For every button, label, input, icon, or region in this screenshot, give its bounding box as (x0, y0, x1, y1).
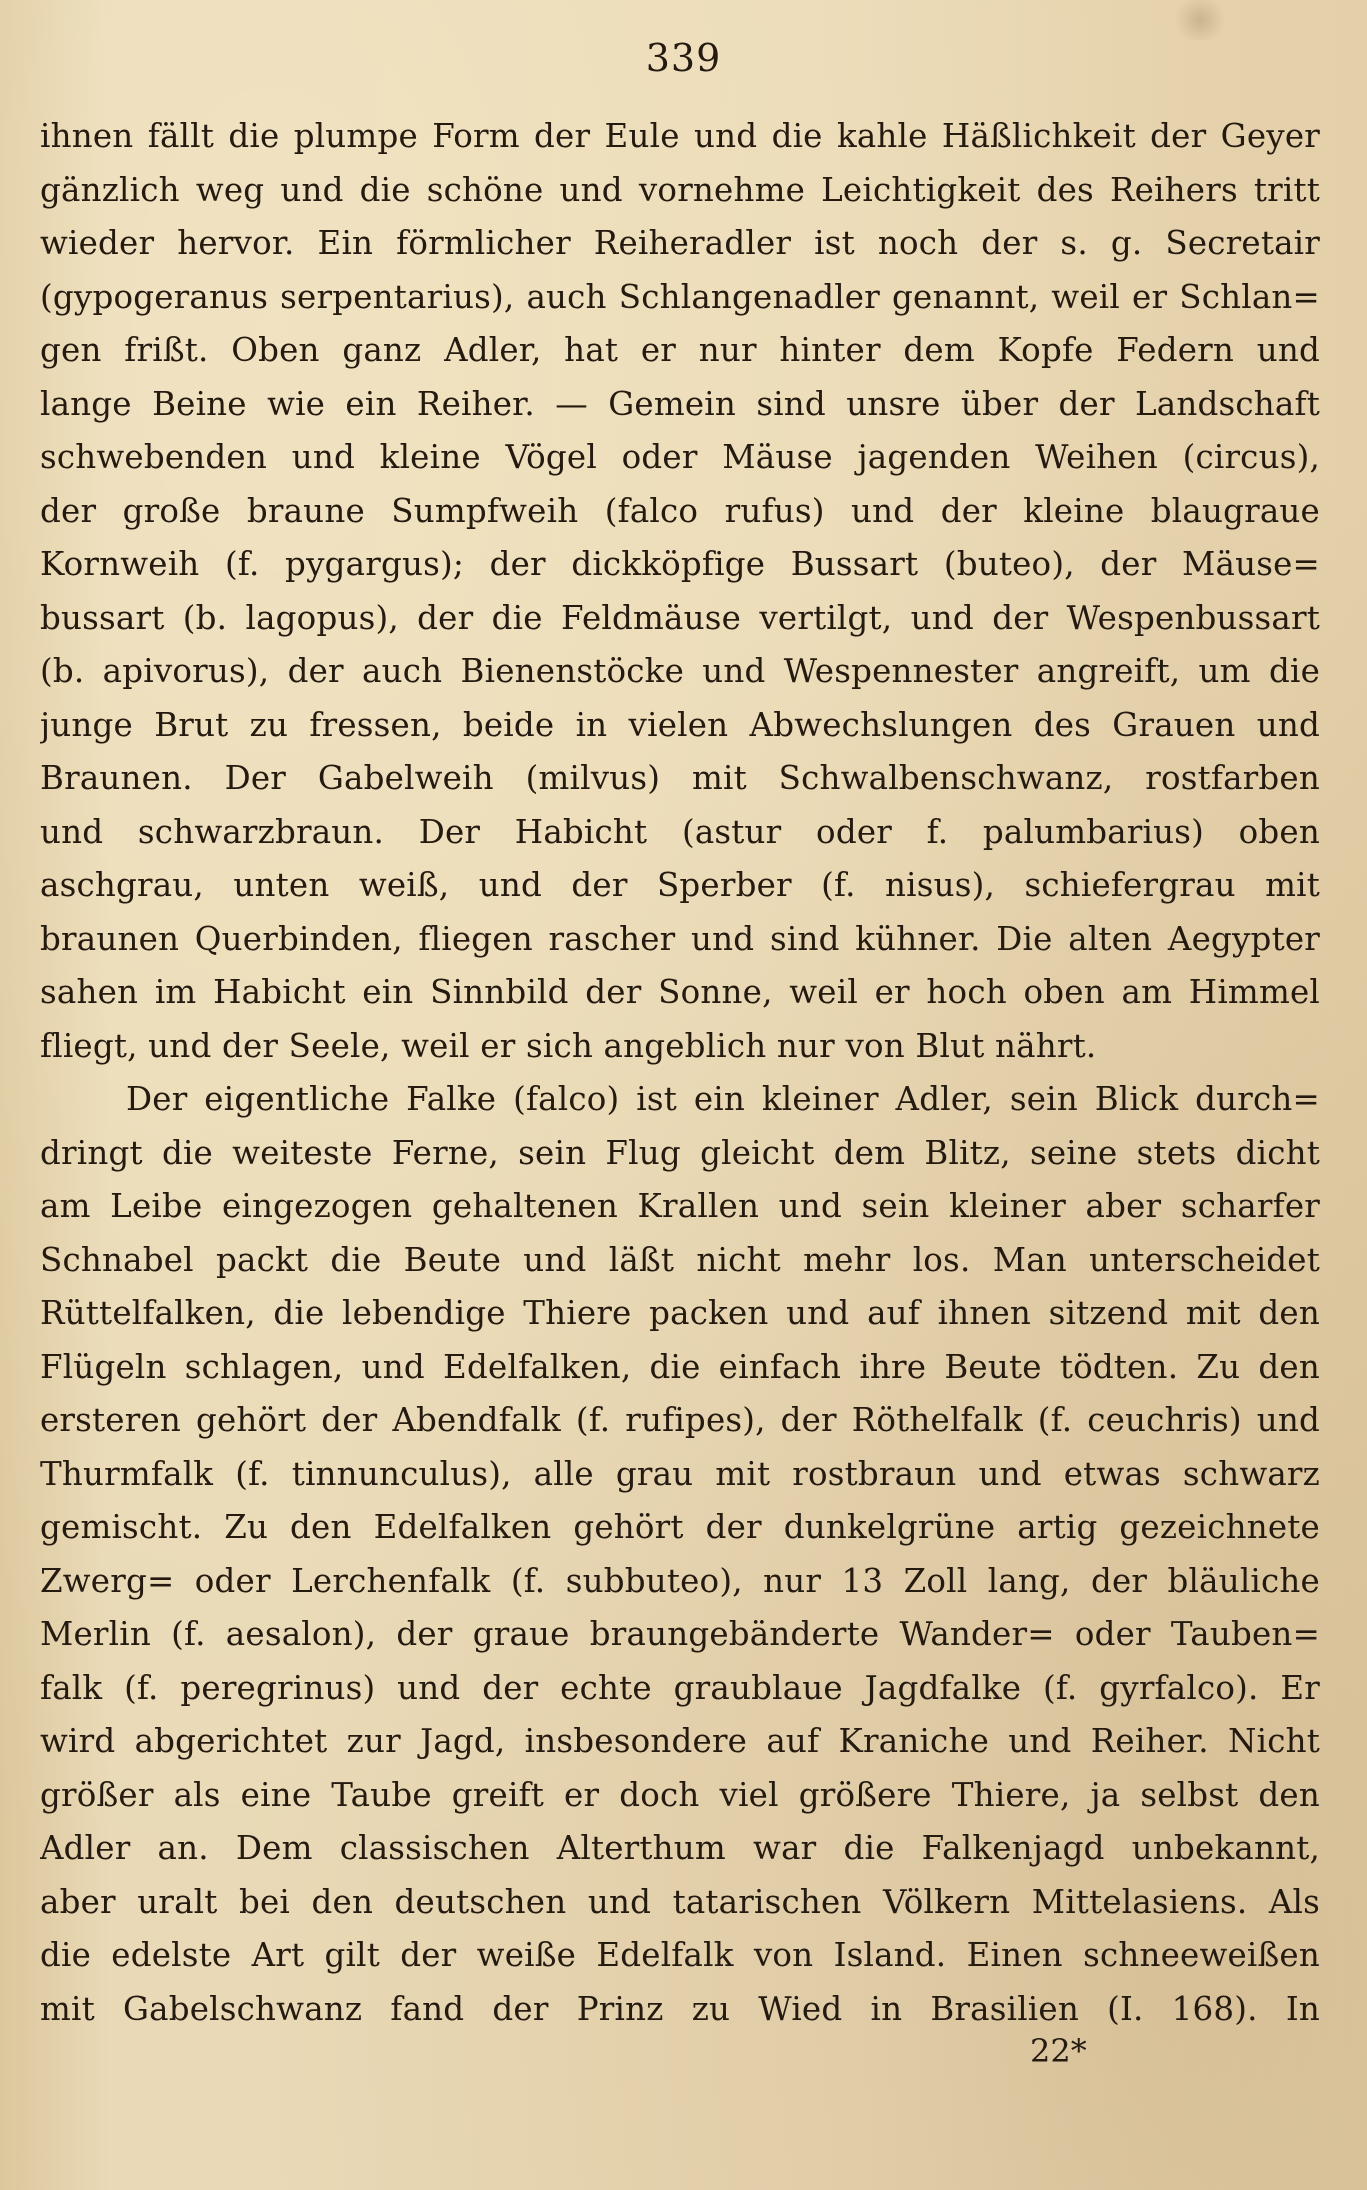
text-line: (gypogeranus serpentarius), auch Schlangenadler genannt, weil er Schlan= (40, 277, 1320, 316)
text-line: aber uralt bei den deutschen und tatarischen Völkern Mittelasiens. Als (40, 1882, 1320, 1921)
text-line: schwebenden und kleine Vögel oder Mäuse jagenden Weihen (circus), (40, 438, 1320, 476)
text-line: am Leibe eingezogen gehaltenen Krallen und sein kleiner aber scharfer (40, 1187, 1320, 1225)
text-line: wird abgerichtet zur Jagd, insbesondere auf Kraniche und Reiher. Nicht (40, 1722, 1320, 1760)
text-line: junge Brut zu fressen, beide in vielen Abwechslungen des Grauen und (40, 705, 1320, 744)
text-line: gemischt. Zu den Edelfalken gehört der dunkelgrüne artig gezeichnete (40, 1508, 1320, 1546)
text-line: größer als eine Taube greift er doch viel größere Thiere, ja selbst den (40, 1775, 1320, 1814)
text-line: Zwerg= oder Lerchenfalk (f. subbuteo), nur 13 Zoll lang, der bläuliche (40, 1561, 1320, 1600)
text-line: Schnabel packt die Beute und läßt nicht mehr los. Man unterscheidet (40, 1240, 1320, 1279)
text-line: lange Beine wie ein Reiher. — Gemein sind unsre über der Landschaft (40, 384, 1320, 423)
text-line: mit Gabelschwanz fand der Prinz zu Wied in Brasilien (I. 168). In (40, 1989, 1320, 2028)
text-line: Flügeln schlagen, und Edelfalken, die einfach ihre Beute tödten. Zu den (40, 1347, 1320, 1386)
text-line: ihnen fällt die plumpe Form der Eule und die kahle Häßlichkeit der Geyer (40, 117, 1320, 155)
text-line: wieder hervor. Ein förmlicher Reiheradler ist noch der s. g. Secretair (40, 224, 1320, 262)
text-line: gänzlich weg und die schöne und vornehme Leichtigkeit des Reihers tritt (40, 170, 1320, 209)
text-line: und schwarzbraun. Der Habicht (astur oder f. palumbarius) oben (40, 812, 1320, 851)
text-line: Adler an. Dem classischen Alterthum war die Falkenjagd unbekannt, (40, 1829, 1320, 1867)
page-number: 339 (645, 36, 722, 80)
body-text (40, 110, 1320, 2036)
text-line: (b. apivorus), der auch Bienenstöcke und Wespennester angreift, um die (40, 652, 1320, 690)
text-line: bussart (b. lagopus), der die Feldmäuse vertilgt, und der Wespenbussart (40, 598, 1320, 637)
text-line: Merlin (f. aesalon), der graue braungebänderte Wander= oder Tauben= (40, 1615, 1320, 1653)
signature-mark: 22* (1030, 2032, 1087, 2070)
paragraph-end-line: fliegt, und der Seele, weil er sich angeblich nur von Blut nährt. (40, 1026, 1097, 1065)
text-line: Kornweih (f. pygargus); der dickköpfige Bussart (buteo), der Mäuse= (40, 545, 1320, 583)
text-line: die edelste Art gilt der weiße Edelfalk von Island. Einen schneeweißen (40, 1936, 1320, 1974)
text-line: gen frißt. Oben ganz Adler, hat er nur hinter dem Kopfe Federn und (40, 331, 1320, 369)
text-line: braunen Querbinden, fliegen rascher und sind kühner. Die alten Aegypter (40, 919, 1320, 958)
page-stain (1170, 0, 1230, 40)
text-line: Rüttelfalken, die lebendige Thiere packen und auf ihnen sitzend mit den (40, 1294, 1320, 1332)
text-line: ersteren gehört der Abendfalk (f. rufipes), der Röthelfalk (f. ceuchris) und (40, 1401, 1320, 1439)
text-line: Thurmfalk (f. tinnunculus), alle grau mit rostbraun und etwas schwarz (40, 1454, 1320, 1493)
text-line: Braunen. Der Gabelweih (milvus) mit Schwalbenschwanz, rostfarben (40, 759, 1320, 797)
text-line: sahen im Habicht ein Sinnbild der Sonne, weil er hoch oben am Himmel (40, 973, 1320, 1011)
paragraph-start-line: Der eigentliche Falke (falco) ist ein kleiner Adler, sein Blick durch= (126, 1080, 1320, 1118)
text-line: der große braune Sumpfweih (falco rufus) und der kleine blaugraue (40, 491, 1320, 530)
text-line: falk (f. peregrinus) und der echte graublaue Jagdfalke (f. gyrfalco). Er (40, 1668, 1320, 1707)
text-line: dringt die weiteste Ferne, sein Flug gleicht dem Blitz, seine stets dicht (40, 1133, 1320, 1172)
text-line: aschgrau, unten weiß, und der Sperber (f. nisus), schiefergrau mit (40, 866, 1320, 904)
